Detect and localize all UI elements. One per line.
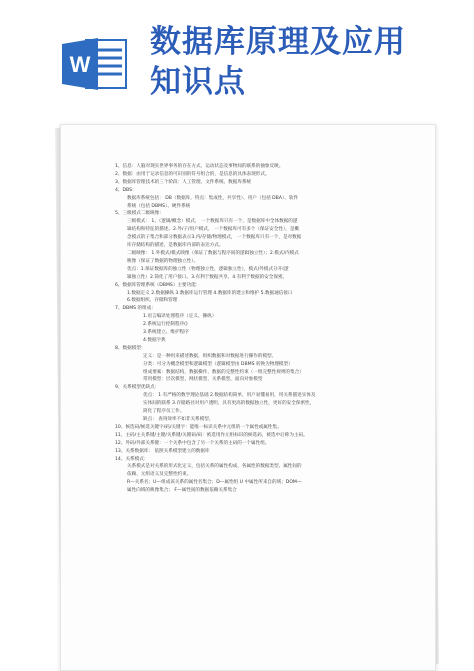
word-app-icon — [60, 34, 130, 94]
document-line: 映像（保证了数据的物理独立性）。 — [127, 258, 199, 264]
document-line: R—关系名；U—组成该关系的属性名集合；D—属性组 U 中属性所来自的域；DOM— — [127, 480, 302, 486]
document-line: 4、DBS： — [115, 187, 137, 193]
document-line: 定义：是一种用来描述数据，组织数据和对数据进行操作的模型。 — [143, 353, 277, 359]
document-line: 8、数据模型： — [115, 345, 146, 351]
document-line: 实体间的联系 3.存储路径对用户透明，具有更高的数据独立性，更好的安全保密性， — [143, 401, 315, 407]
document-line: 优点： 1 有严格的数学理论基础 2.数据结构简单，用户易懂易用，用关系描述实体及 — [143, 393, 316, 399]
document-line: 缺点： 查询效率不如非关系模型。 — [143, 417, 214, 422]
document-line: 1.语言编译处理程序（定义、操纵） — [143, 314, 217, 320]
document-line: 6、数据库管理系统（DBMS）主要功能： — [115, 282, 201, 288]
document-line: 分类：可分为概念模型和逻辑模型（逻辑模型由 DBMS 转换为物理模型） — [143, 361, 293, 367]
document-line: 11、主码/主关系键/主键/关系键/关键码/码：被选用作元组标识的候选码，被选中后称为主码。 — [115, 432, 308, 438]
title-line-1: 数据库原理及应用 — [150, 24, 406, 60]
document-line: 2、数据：由用于记录信息的可识别的符号组合的，是信息的具体表现形式。 — [115, 171, 270, 177]
header-banner — [0, 0, 474, 120]
page-title — [150, 22, 450, 102]
document-line: 12、外码/外部关系键：一个关系中包含了另一个关系的主码的一个属性组。 — [115, 440, 270, 446]
document-body — [115, 163, 370, 495]
document-line: 5、三级模式二级映像： — [115, 211, 164, 217]
document-line: 3、数据库管理技术的三个阶段：人工管理、文件系统、数据库系统 — [115, 179, 252, 185]
document-line: 13、关系数据库： 依照关系模型建立的数据库 — [115, 448, 210, 454]
document-line: 组成要素：数据结构，数据操作，数据的完整性约束（一组完整性规则的集合） — [143, 369, 304, 375]
document-line: 系统（包括 DBMS）、硬件系统 — [127, 203, 191, 209]
title-line-2: 知识点 — [150, 64, 246, 100]
document-line: 依赖、元组语义及完整性约束。 — [127, 472, 192, 478]
document-line: 9、关系模型优缺点： — [115, 385, 160, 391]
document-line: 二级映像： 1.外模式/模式映像（保证了数据与程序间的逻辑独立性）；2.模式/内模式 — [127, 250, 299, 256]
document-line: 辑独立性）2.简化了用户接口。3.有利于数据共享。4.有利于数据的安全保密。 — [127, 274, 288, 280]
document-line: 属性向域的映像集合； F—属性间的数据依赖关系集合 — [127, 488, 237, 494]
document-line: 1、信息：人脑对现实世界事务的存在方式、运动状态及事物间的联系的抽象反映。 — [115, 164, 284, 169]
document-line: 2.系统运行控制程序() — [143, 322, 188, 328]
document-line: 辑结构和特征的描述。2.外/子/用户模式， 一个数据库可有多个（保证安全性），是概 — [127, 227, 300, 233]
document-line: 三级模式： 1、（逻辑/概念）模式， 一个数据库只有一个，是数据库中全体数据的逻 — [127, 219, 298, 225]
document-line: 库存储结构的描述，是数据库内部的表达方式。 — [127, 243, 224, 249]
document-line: 数据库系统包括： DB（数据库，特点：集成性，共享性）、用户（包括 DBA）、软件 — [127, 195, 299, 201]
document-line: 常用模型：层次模型，网状模型，关系模型，面向对象模型 — [143, 377, 263, 383]
document-line: 简化了程序员工作。 — [143, 409, 185, 415]
document-line: 关系模式是对关系的形式化定义，包括关系的属性构成、各属性的数据类型、属性间的 — [127, 464, 302, 470]
document-line: 7、DBMS 的组成： — [115, 306, 156, 312]
document-line: 3.系统建立、维护程序 — [143, 330, 189, 336]
document-line: 念模式的子集合和部分数据表示3.内/存储/物理模式， 一个数据库只有一个，是对数据 — [127, 235, 302, 241]
document-line: 4.数据字典 — [143, 337, 166, 343]
document-line: 优点：1.保证数据库的独立性（物理独立性，逻辑独立性），模式/外模式分开(逻 — [127, 266, 289, 272]
svg-text:W: W — [69, 52, 91, 77]
document-line: 1.数据定义 2.数据操纵 3.数据库运行管理 4.数据库的建立和维护 5.数据通信接口 — [127, 290, 293, 296]
document-line: 10、候选码/候选关键字/码/关键字：能唯一标识关系中元组的一个属性或属性集。 — [115, 424, 282, 430]
document-line: 14、关系模式： — [115, 456, 149, 462]
document-line: 6.数据组织、存储和管理 — [127, 298, 178, 304]
